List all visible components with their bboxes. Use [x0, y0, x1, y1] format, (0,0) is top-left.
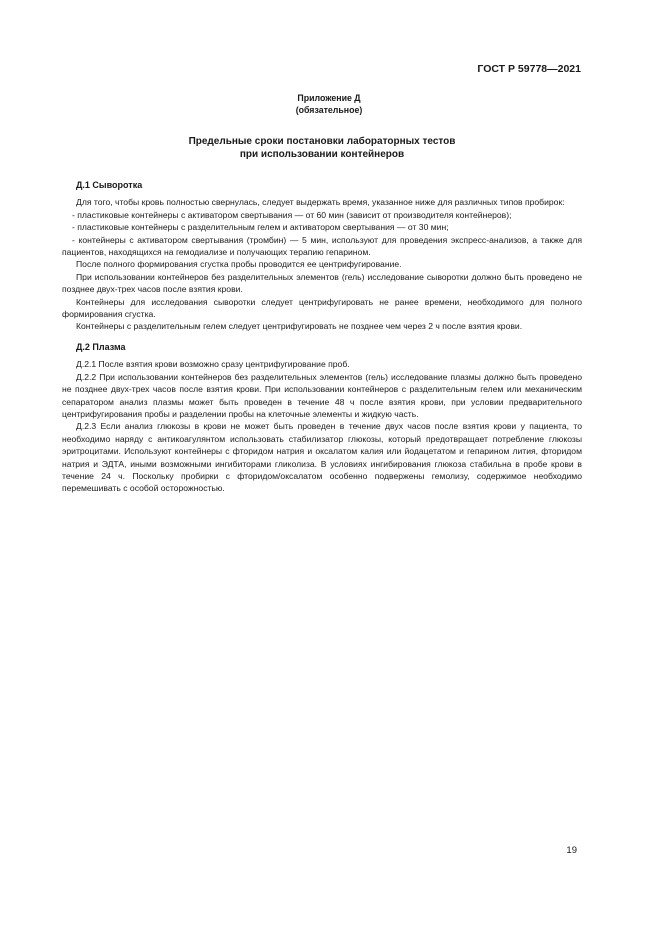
annex-subtitle: (обязательное) [295, 105, 363, 115]
paragraph: Контейнеры с разделительным гелем следует центрифугировать не позднее чем через 2 ч после взятия крови. [76, 321, 523, 332]
paragraph: Д.2.3 Если анализ глюкозы в крови не может быть проведен в течение двух часов после взятия крови у пациента, то необходимо наряду с антикоагулянтом использовать стабилизатор глюкозы, который предотвращает потребление глюкозы эритроцитами. Используют контейнеры с фторидом натрия и оксалатом калия или йодацетатом и гепарином лития, фторидом натрия и ЭДТА, иными возможными ингибиторами гликолиза. В условиях ингибирования глюкоза стабильна в пробе крови в течение 24 ч. Поскольку пробирки с фторидом/оксалатом особенно подвержены гемолизу, содержимое необходимо перемешивать с особой осторожностью. [62, 421, 582, 494]
list-item: - контейнеры с активатором свертывания (тромбин) — 5 мин, используют для проведения экспресс-анализов, а также для пациентов, находящихся на гемодиализе и получающих терапию гепарином. [62, 234, 582, 258]
paragraph: Контейнеры для исследования сыворотки следует центрифугировать не ранее времени, необходимого для полного формирования сгустка. [62, 296, 582, 320]
paragraph: Для того, чтобы кровь полностью свернулась, следует выдержать время, указанное ниже для различных типов пробирок: [76, 197, 565, 208]
main-title [62, 135, 582, 161]
paragraph: При использовании контейнеров без разделительных элементов (гель) исследование сыворотки должно быть проведено не позднее двух-трех часов после взятия крови. [62, 271, 582, 295]
paragraph: Д.2.1 После взятия крови возможно сразу центрифугирование проб. [76, 359, 350, 370]
paragraph: После полного формирования сгустка пробы проводится ее центрифугирование. [76, 259, 402, 270]
main-title-line-2: при использовании контейнеров [239, 149, 405, 160]
page-number: 19 [566, 845, 577, 856]
section-heading-plasma: Д.2 Плазма [76, 341, 126, 352]
paragraph: Д.2.2 При использовании контейнеров без разделительных элементов (гель) исследование плазмы должно быть проведено не позднее двух-трех часов после взятия крови. При использовании контейнеров с разделительным гелем или механическим сепаратором анализ плазмы может быть проведен в течение 48 ч после взятия крови, при условии предварительного центрифугирования пробы и разделении пробы на клеточные элементы и жидкую часть. [62, 371, 582, 419]
section-heading-serum: Д.1 Сыворотка [76, 180, 143, 190]
main-title-line-1: Предельные сроки постановки лабораторных тестов [188, 136, 456, 147]
standard-number: ГОСТ Р 59778—2021 [477, 63, 581, 75]
list-item: - пластиковые контейнеры с активатором свертывания — от 60 мин (зависит от производителя контейнеров); [72, 209, 512, 220]
list-item: - пластиковые контейнеры с разделительным гелем и активатором свертывания — от 30 мин; [72, 222, 449, 233]
annex-content [62, 92, 582, 495]
annex-title: Приложение Д [297, 93, 361, 103]
